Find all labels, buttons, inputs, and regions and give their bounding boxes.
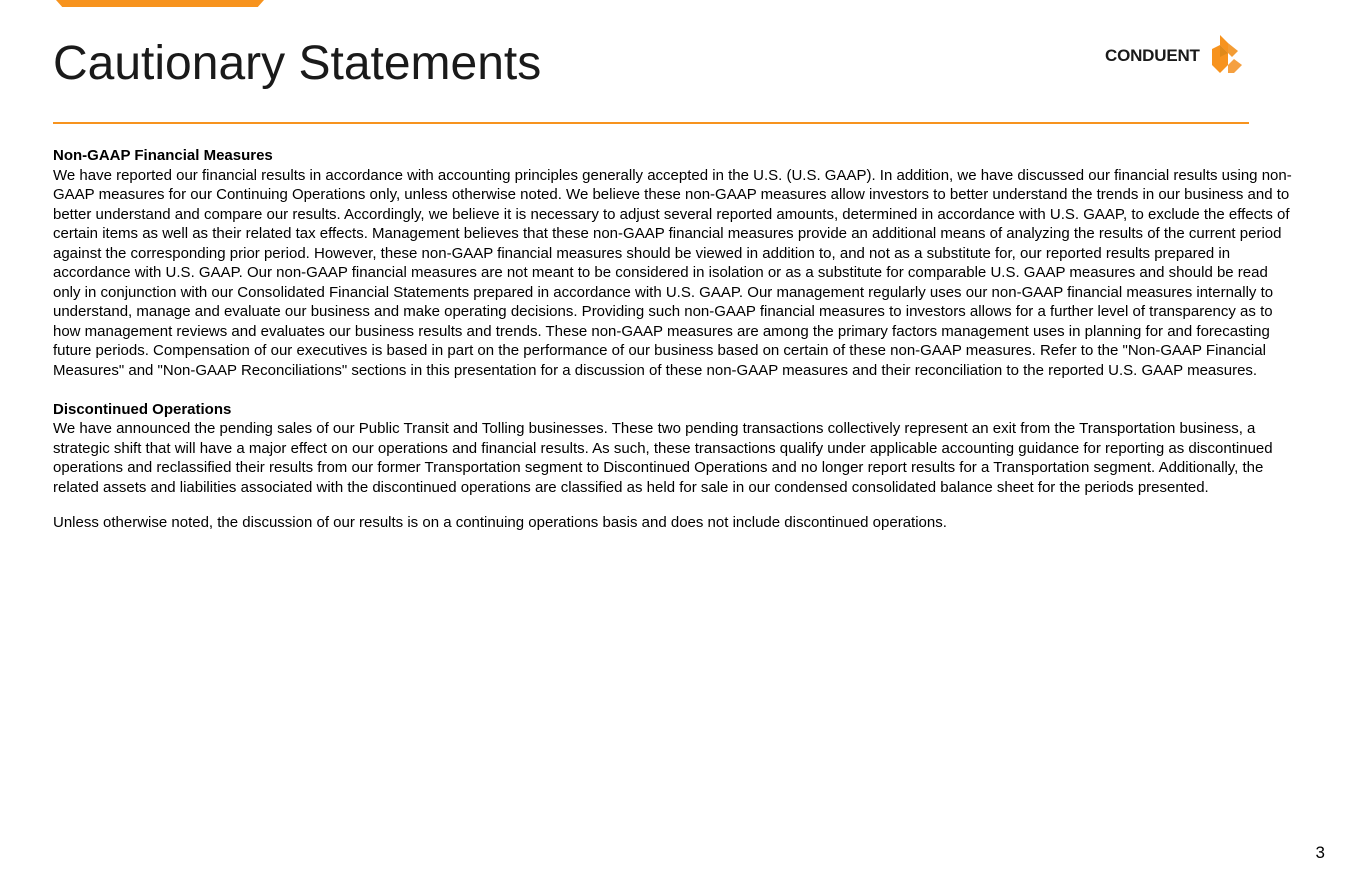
- discontinued-paragraph: We have announced the pending sales of our Public Transit and Tolling businesses. These two pending transactions collectively represent an exit from the Transportation business, a strategic shift that will have a major effect on our operations and financial results. As such, these transactions qualify under applicable accounting guidance for reporting as discontinued operations and reclassified their results from our former Transportation segment to Discontinued Operations and no longer report results for a Transportation segment. Additionally, the related assets and liabilities associated with the discontinued operations are classified as held for sale in our condensed consolidated balance sheet for the periods presented.: [53, 420, 1273, 496]
- page-title: Cautionary Statements: [53, 37, 542, 90]
- conduent-logo-icon: [1206, 35, 1246, 75]
- page-number: 3: [1315, 843, 1325, 862]
- logo-text: CONDUENT: [1105, 46, 1200, 65]
- conduent-logo: [1105, 34, 1251, 76]
- non-gaap-paragraph: We have reported our financial results in accordance with accounting principles generally accepted in the U.S. (U.S. GAAP). In addition, we have discussed our financial results using non-GAAP measures for our Continuing Operations only, unless otherwise noted. We believe these non-GAAP measures allow investors to better understand the trends in our business and to better understand and compare our results. Accordingly, we believe it is necessary to adjust several reported amounts, determined in accordance with U.S. GAAP, to exclude the effects of certain items as well as their related tax effects. Management believes that these non-GAAP financial measures provide an additional means of analyzing the results of the current period against the corresponding prior period. However, these non-GAAP financial measures should be viewed in addition to, and not as a substitute for, our reported results prepared in accordance with U.S. GAAP. Our non-GAAP financial measures are not meant to be considered in isolation or as a substitute for comparable U.S. GAAP measures and should be read only in conjunction with our Consolidated Financial Statements prepared in accordance with U.S. GAAP. Our management regularly uses our non-GAAP financial measures internally to understand, manage and evaluate our business and make operating decisions. Providing such non-GAAP financial measures to investors allows for a further level of transparency as to how management reviews and evaluates our business results and trends. These non-GAAP measures are among the primary factors management uses in planning for and forecasting future periods. Compensation of our executives is based in part on the performance of our business based on certain of these non-GAAP measures. Refer to the "Non-GAAP Financial Measures" and "Non-GAAP Reconciliations" sections in this presentation for a discussion of these non-GAAP measures and their reconciliation to the reported U.S. GAAP measures.: [53, 166, 1292, 379]
- non-gaap-heading: Non-GAAP Financial Measures: [53, 147, 273, 164]
- title-divider: [53, 122, 1249, 124]
- continuing-operations-note: Unless otherwise noted, the discussion of our results is on a continuing operations basis and does not include discontinued operations.: [53, 514, 947, 531]
- top-accent-tab: [56, 0, 264, 7]
- discontinued-heading: Discontinued Operations: [53, 400, 232, 418]
- content-body: [53, 146, 1293, 533]
